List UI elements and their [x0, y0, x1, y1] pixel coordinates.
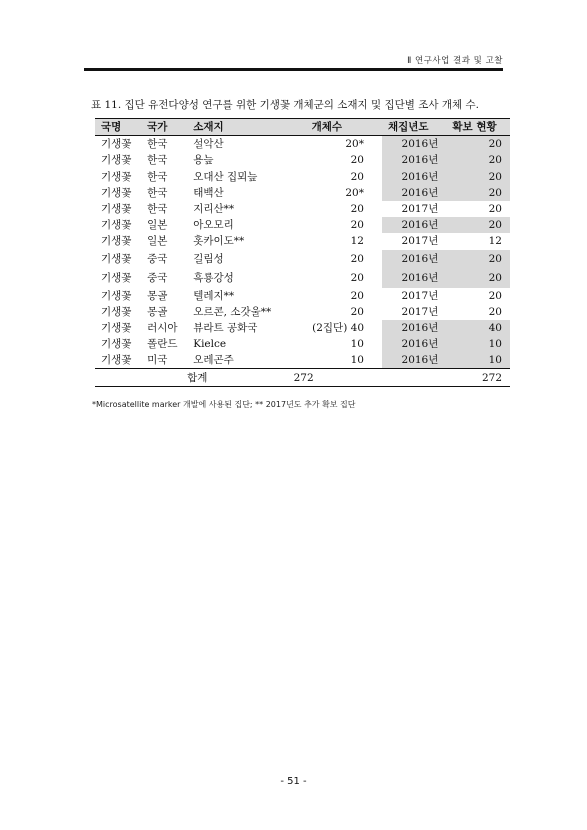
cell-korean-name: 기생꽃	[101, 253, 132, 265]
table-row	[95, 233, 510, 249]
cell-country: 한국	[147, 170, 168, 183]
cell-location: 흑룡강성	[193, 272, 234, 284]
table-total-row	[95, 369, 510, 386]
cell-korean-name: 기생꽃	[101, 305, 132, 318]
cell-count: 20	[350, 203, 364, 216]
table-header-row	[95, 119, 510, 136]
total-count: 272	[293, 371, 314, 384]
table-row	[95, 169, 510, 185]
table-row	[95, 201, 510, 217]
cell-count: 12	[350, 235, 364, 248]
col-header-location: 소재지	[193, 121, 224, 134]
cell-status: 20	[446, 169, 510, 185]
cell-year: 2017년	[401, 289, 439, 302]
cell-count: 10	[350, 338, 364, 351]
cell-country: 일본	[147, 219, 168, 232]
cell-korean-name: 기생꽃	[101, 186, 132, 199]
cell-status: 40	[446, 320, 510, 336]
table-caption: 표 11. 집단 유전다양성 연구를 위한 기생꽃 개체군의 소재지 및 집단별 조사 개체 수.	[91, 99, 480, 111]
cell-year: 2016년	[382, 352, 446, 369]
cell-status: 20	[446, 152, 510, 168]
table-footnote: *Microsatellite marker 개발에 사용된 집단; ** 2017년도 추가 확보 집단	[92, 400, 356, 409]
cell-korean-name: 기생꽃	[101, 235, 132, 248]
cell-year: 2016년	[382, 185, 446, 201]
cell-status: 20	[446, 185, 510, 201]
running-header: Ⅱ 연구사업 결과 및 고찰	[407, 56, 503, 66]
cell-count: 20	[350, 253, 364, 265]
header-rule	[84, 68, 503, 71]
cell-country: 중국	[147, 272, 168, 284]
cell-year: 2016년	[382, 269, 446, 288]
cell-country: 한국	[147, 138, 168, 151]
cell-location: 태백산	[193, 186, 224, 199]
cell-country: 폴란드	[147, 338, 178, 351]
cell-year: 2017년	[401, 305, 439, 318]
cell-location: 오르콘, 소갓울**	[193, 305, 272, 318]
cell-status: 20	[488, 289, 502, 302]
cell-count: 20	[350, 272, 364, 284]
cell-status: 12	[488, 235, 502, 248]
cell-year: 2016년	[382, 136, 446, 153]
total-secured: 272	[481, 371, 502, 384]
cell-year: 2016년	[382, 320, 446, 336]
cell-country: 러시아	[147, 321, 178, 334]
cell-country: 몽골	[147, 305, 168, 318]
cell-korean-name: 기생꽃	[101, 203, 132, 216]
cell-count: (2집단) 40	[312, 321, 364, 334]
col-header-count: 개체수	[311, 121, 343, 134]
table-row	[95, 152, 510, 168]
cell-korean-name: 기생꽃	[101, 354, 132, 367]
cell-location: 홋카이도**	[193, 235, 245, 248]
cell-korean-name: 기생꽃	[101, 338, 132, 351]
cell-location: 설악산	[193, 138, 224, 151]
page-number: - 51 -	[280, 776, 307, 787]
cell-country: 미국	[147, 354, 168, 367]
cell-korean-name: 기생꽃	[101, 219, 132, 232]
cell-location: 아오모리	[193, 219, 234, 232]
table-row	[95, 217, 510, 233]
cell-country: 한국	[147, 154, 168, 167]
cell-status: 20	[446, 250, 510, 269]
table-row	[95, 352, 510, 369]
cell-year: 2016년	[382, 152, 446, 168]
cell-count: 20	[350, 154, 364, 167]
col-header-country: 국가	[147, 121, 168, 134]
cell-location: 뷰라트 공화국	[193, 321, 258, 334]
cell-country: 한국	[147, 186, 168, 199]
table-row	[95, 136, 510, 153]
cell-location: 용늪	[193, 154, 214, 167]
cell-year: 2017년	[401, 203, 439, 216]
cell-count: 20*	[345, 186, 364, 199]
cell-count: 20	[350, 305, 364, 318]
cell-count: 20*	[345, 138, 364, 151]
cell-status: 20	[446, 217, 510, 233]
col-header-year: 채집년도	[388, 121, 429, 134]
cell-year: 2016년	[382, 250, 446, 269]
cell-year: 2016년	[382, 336, 446, 352]
cell-status: 20	[488, 203, 502, 216]
table-row	[95, 185, 510, 201]
cell-count: 20	[350, 219, 364, 232]
cell-korean-name: 기생꽃	[101, 154, 132, 167]
table-row	[95, 269, 510, 288]
cell-location: 텔레지**	[193, 289, 235, 302]
cell-korean-name: 기생꽃	[101, 170, 132, 183]
table-row	[95, 288, 510, 304]
col-header-korean-name: 국명	[101, 121, 122, 134]
cell-country: 일본	[147, 235, 168, 248]
total-label: 합계	[187, 371, 208, 384]
table-row	[95, 320, 510, 336]
table-row	[95, 304, 510, 320]
cell-status: 20	[446, 136, 510, 153]
cell-location: 지리산**	[193, 203, 235, 216]
cell-status: 20	[488, 305, 502, 318]
table-body	[95, 136, 510, 369]
cell-year: 2016년	[382, 169, 446, 185]
cell-count: 20	[350, 170, 364, 183]
cell-korean-name: 기생꽃	[101, 321, 132, 334]
cell-korean-name: 기생꽃	[101, 272, 132, 284]
cell-status: 10	[446, 336, 510, 352]
cell-korean-name: 기생꽃	[101, 289, 132, 302]
cell-year: 2016년	[382, 217, 446, 233]
cell-year: 2017년	[401, 235, 439, 248]
cell-location: 오대산 집뫼늪	[193, 170, 258, 183]
population-table	[95, 118, 510, 387]
cell-country: 한국	[147, 203, 168, 216]
cell-count: 10	[350, 354, 364, 367]
cell-count: 20	[350, 289, 364, 302]
cell-location: 오레곤주	[193, 354, 234, 367]
cell-location: Kielce	[193, 338, 227, 351]
table-row	[95, 336, 510, 352]
cell-status: 20	[446, 269, 510, 288]
cell-country: 몽골	[147, 289, 168, 302]
cell-korean-name: 기생꽃	[101, 138, 132, 151]
cell-status: 10	[446, 352, 510, 369]
cell-location: 길림성	[193, 253, 224, 265]
cell-country: 중국	[147, 253, 168, 265]
table-row	[95, 250, 510, 269]
col-header-status: 확보 현황	[452, 121, 497, 134]
